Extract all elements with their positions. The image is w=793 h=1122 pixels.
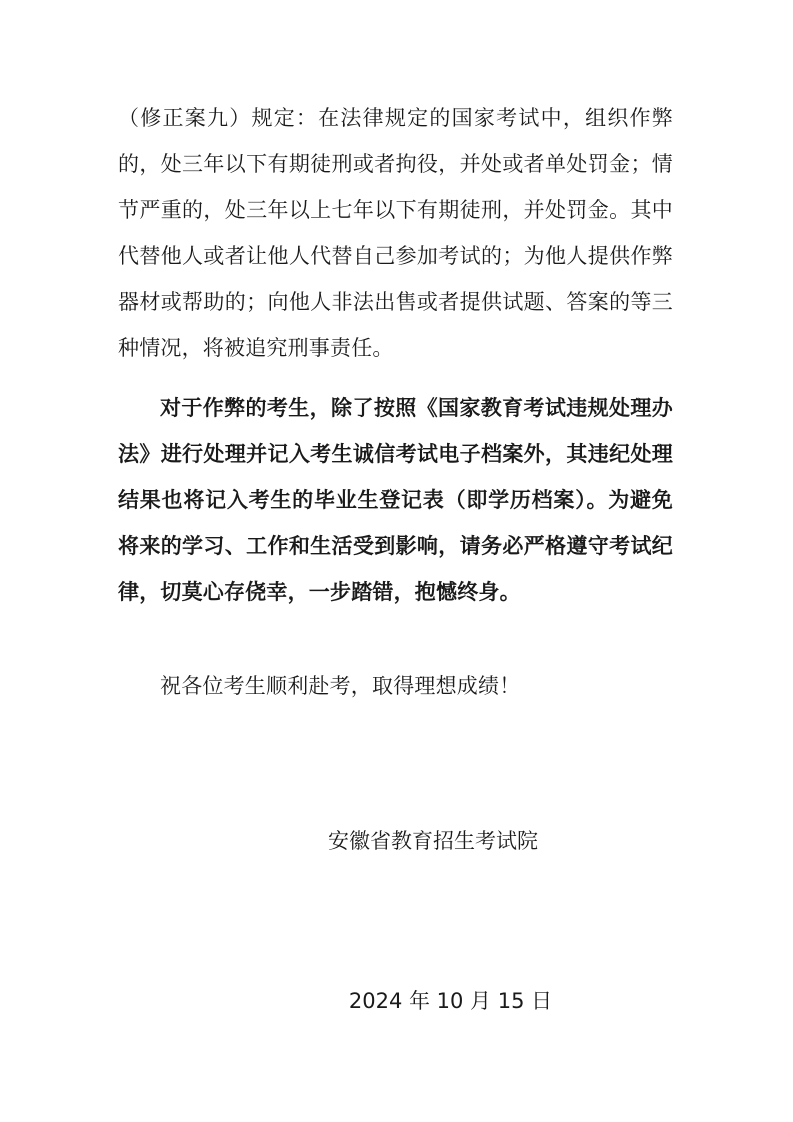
paragraph-wish: 祝各位考生顺利赴考，取得理想成绩！: [160, 674, 521, 698]
document-date: 2024 年 10 月 15 日: [348, 989, 553, 1013]
signature-organization: 安徽省教育招生考试院: [328, 829, 538, 853]
paragraph-warning: 对于作弊的考生，除了按照《国家教育考试违规处理办法》进行处理并记入考生诚信考试电子档案外，其违纪处理结果也将记入考生的毕业生登记表（即学历档案）。为避免将来的学习、工作和生活受到影响，请务必严格遵守考试纪律，切莫心存侥幸，一步踏错，抱憾终身。: [118, 395, 673, 604]
paragraph-law: （修正案九）规定：在法律规定的国家考试中，组织作弊的，处三年以下有期徒刑或者拘役，并处或者单处罚金；情节严重的，处三年以上七年以下有期徒刑，并处罚金。其中代替他人或者让他人代替自己参加考试的；为他人提供作弊器材或帮助的；向他人非法出售或者提供试题、答案的等三种情况，将被追究刑事责任。: [118, 106, 673, 360]
